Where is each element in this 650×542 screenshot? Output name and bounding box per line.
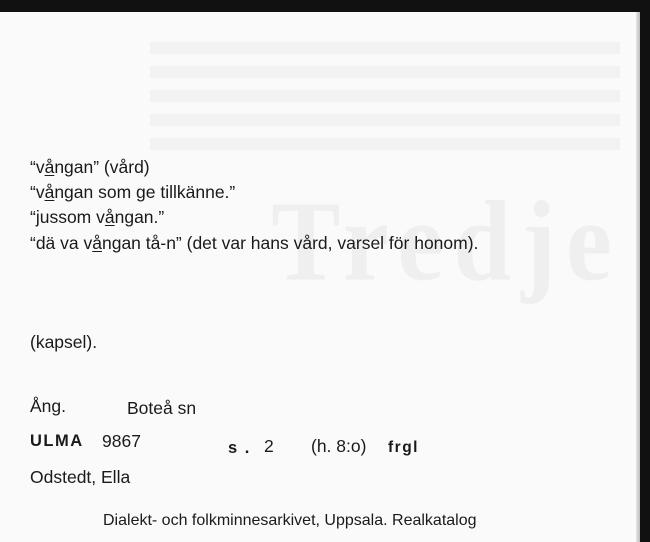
ang-label: Ång. xyxy=(30,396,66,416)
archive-footer: Dialekt- och folkminnesarkivet, Uppsala. Realkatalog xyxy=(103,512,477,529)
quote-line-2: “vångan som ge tillkänne.” xyxy=(30,182,236,202)
note-text: (kapsel). xyxy=(30,332,98,352)
bleed-through-lines xyxy=(150,42,620,162)
quote-line-3: “jussom vångan.” xyxy=(30,207,165,227)
parish-name: Boteå sn xyxy=(127,398,197,418)
quote-line-4: “dä va vångan tå-n” (det var hans vård, varsel för honom). xyxy=(30,233,479,253)
collector-name: Odstedt, Ella xyxy=(30,467,131,487)
page-number: 2 xyxy=(264,436,274,456)
page-label: s . xyxy=(228,439,251,457)
catalog-card xyxy=(0,12,640,542)
volume-format: (h. 8:o) xyxy=(311,436,367,456)
record-type: frgl xyxy=(388,439,419,456)
quote-line-1: “vångan” (vård) xyxy=(30,157,150,177)
record-number: 9867 xyxy=(102,431,141,451)
archive-code: ULMA xyxy=(30,432,84,450)
